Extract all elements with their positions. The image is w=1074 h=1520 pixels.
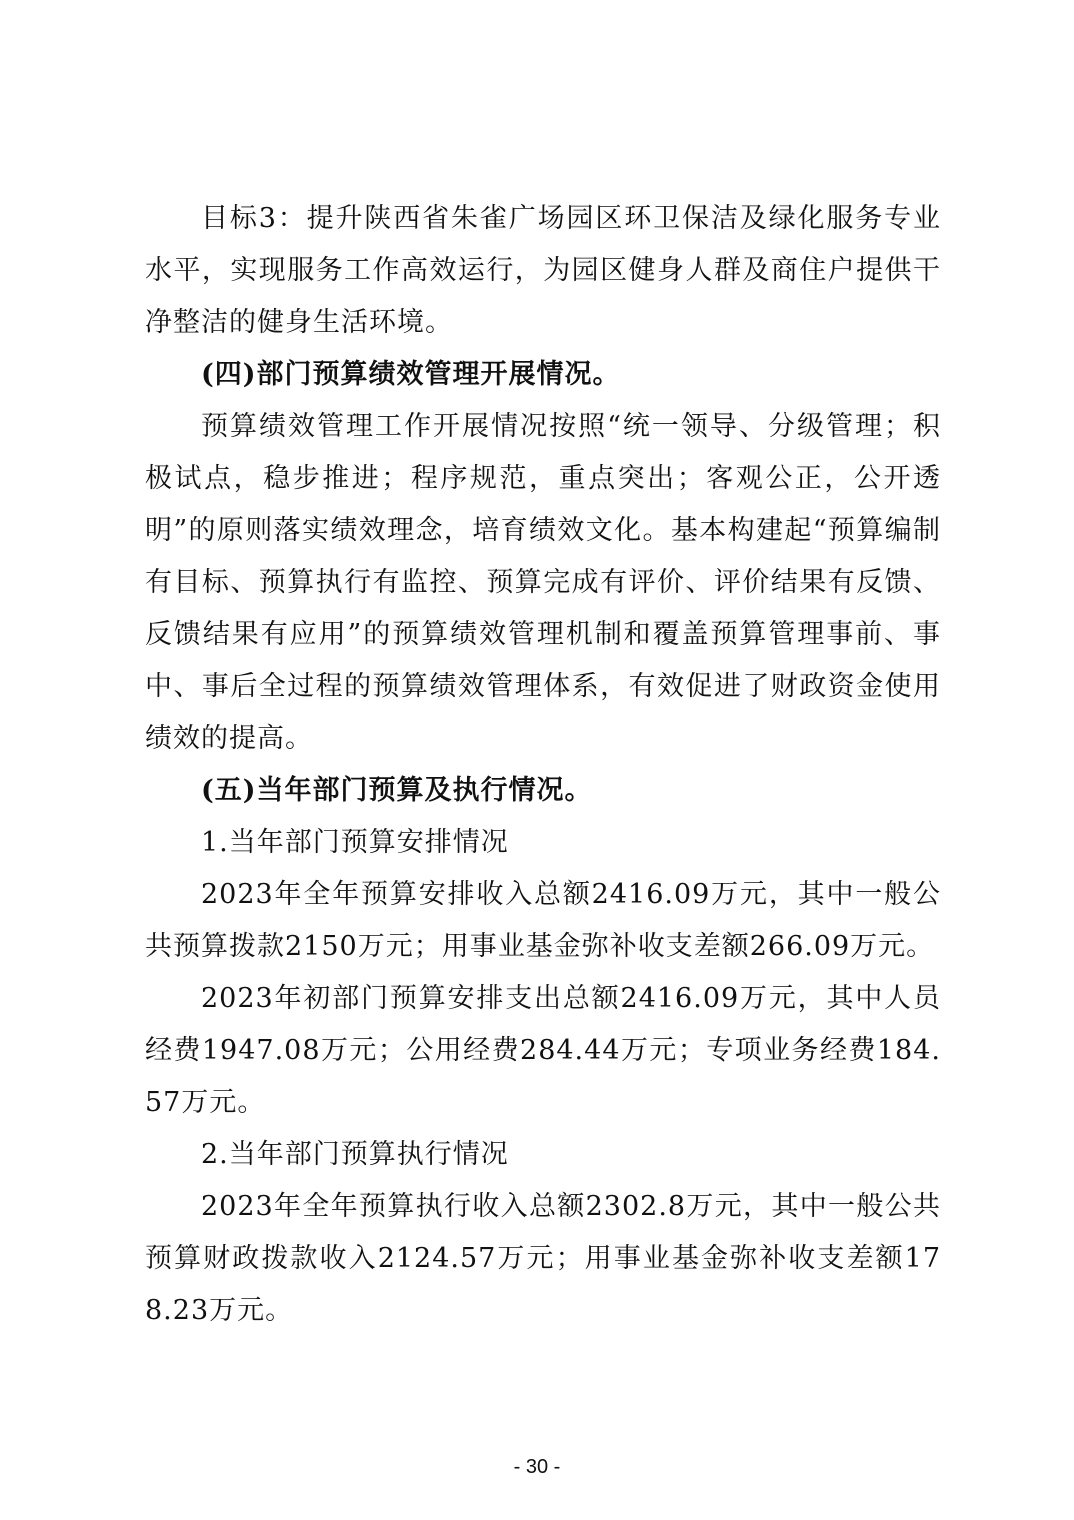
subheading-budget-arrangement: 1.当年部门预算安排情况 xyxy=(201,827,509,858)
subheading-budget-execution: 2.当年部门预算执行情况 xyxy=(201,1139,509,1170)
page-number: - 30 - xyxy=(513,1456,561,1478)
section-heading-budget-execution: (五)当年部门预算及执行情况。 xyxy=(201,775,593,806)
section-heading-performance-management: (四)部门预算绩效管理开展情况。 xyxy=(201,359,621,390)
execution-income-paragraph: 2023年全年预算执行收入总额2302.8万元，其中一般公共预算财政拨款收入2124.57万元；用事业基金弥补收支差额178.23万元。 xyxy=(145,1191,941,1326)
document-body xyxy=(145,193,941,1337)
goal-3-paragraph: 目标3：提升陕西省朱雀广场园区环卫保洁及绿化服务专业水平，实现服务工作高效运行，为园区健身人群及商住户提供干净整洁的健身生活环境。 xyxy=(145,203,941,338)
budget-income-paragraph: 2023年全年预算安排收入总额2416.09万元，其中一般公共预算拨款2150万元；用事业基金弥补收支差额266.09万元。 xyxy=(145,879,941,962)
budget-expenditure-paragraph: 2023年初部门预算安排支出总额2416.09万元，其中人员经费1947.08万元；公用经费284.44万元；专项业务经费184.57万元。 xyxy=(145,983,941,1118)
performance-management-paragraph: 预算绩效管理工作开展情况按照“统一领导、分级管理；积极试点，稳步推进；程序规范，重点突出；客观公正，公开透明”的原则落实绩效理念，培育绩效文化。基本构建起“预算编制有目标、预算执行有监控、预算完成有评价、评价结果有反馈、反馈结果有应用”的预算绩效管理机制和覆盖预算管理事前、事中、事后全过程的预算绩效管理体系，有效促进了财政资金使用绩效的提高。 xyxy=(145,411,941,754)
